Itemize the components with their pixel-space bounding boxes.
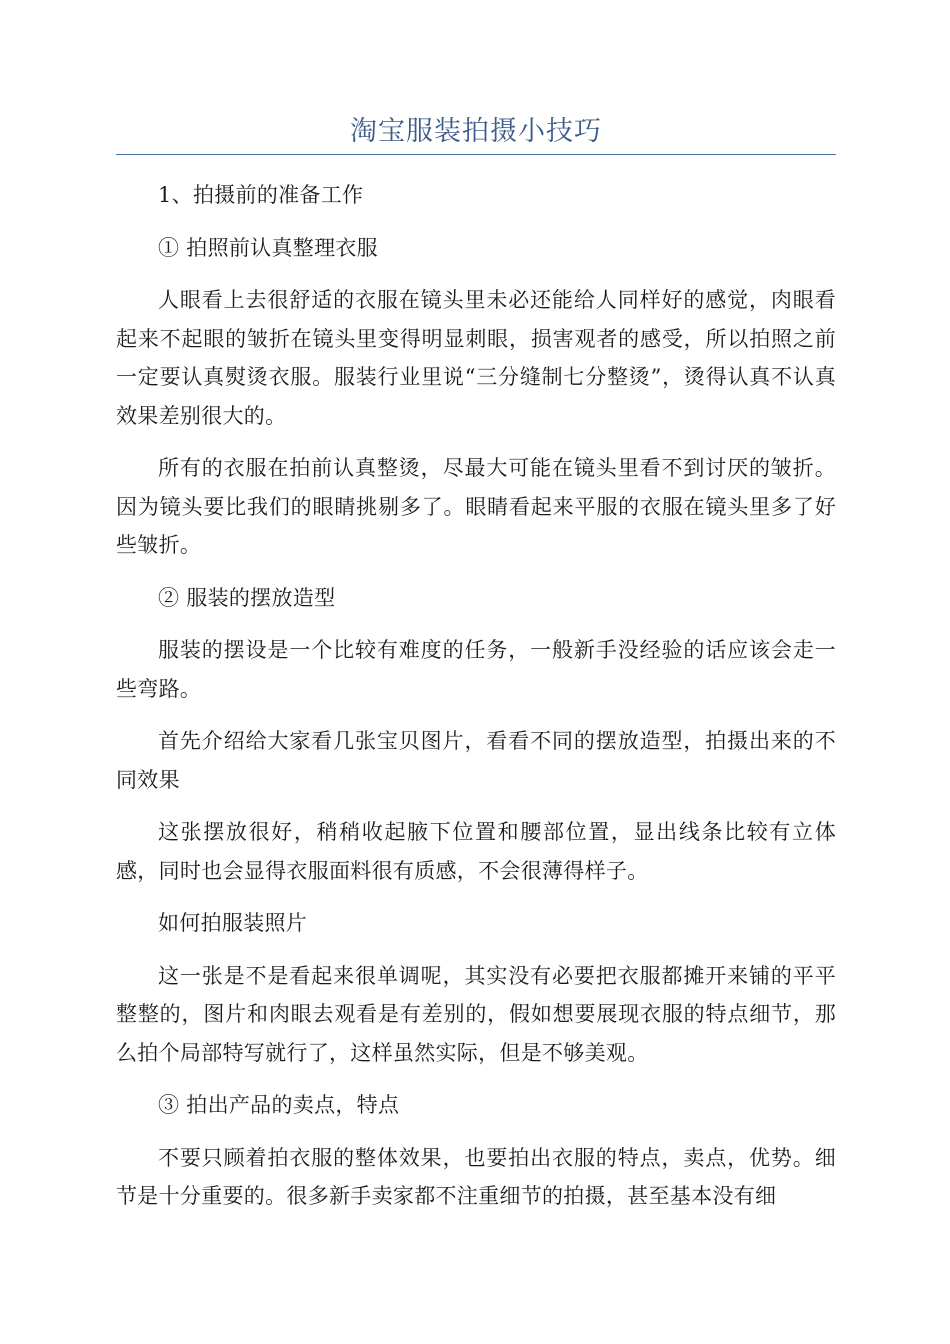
title-underline (116, 154, 836, 155)
document-body (116, 176, 836, 1230)
section-heading-preparation: 1、拍摄前的准备工作 (158, 183, 364, 207)
subsection-heading-ironing: ① 拍照前认真整理衣服 (158, 235, 378, 260)
paragraph: 这张摆放很好，稍稍收起腋下位置和腰部位置，显出线条比较有立体感，同时也会显得衣服面料很有质感，不会很薄得样子。 (116, 820, 836, 883)
document-title: 淘宝服装拍摄小技巧 (350, 116, 602, 147)
paragraph: 首先介绍给大家看几张宝贝图片，看看不同的摆放造型，拍摄出来的不同效果 (116, 729, 836, 792)
paragraph: 这一张是不是看起来很单调呢，其实没有必要把衣服都摊开来铺的平平整整的，图片和肉眼去观看是有差别的，假如想要展现衣服的特点细节，那么拍个局部特写就行了，这样虽然实际，但是不够美观。 (116, 963, 836, 1065)
subsection-heading-arrangement: ② 服装的摆放造型 (158, 585, 336, 610)
paragraph: 人眼看上去很舒适的衣服在镜头里未必还能给人同样好的感觉，肉眼看起来不起眼的皱折在镜头里变得明显刺眼，损害观者的感受，所以拍照之前一定要认真熨烫衣服。服装行业里说“三分缝制七分整烫”，烫得认真不认真效果差别很大的。 (116, 288, 836, 428)
paragraph: 所有的衣服在拍前认真整烫，尽最大可能在镜头里看不到讨厌的皱折。因为镜头要比我们的眼睛挑剔多了。眼睛看起来平服的衣服在镜头里多了好些皱折。 (116, 456, 836, 557)
paragraph: 不要只顾着拍衣服的整体效果，也要拍出衣服的特点，卖点，优势。细节是十分重要的。很多新手卖家都不注重细节的拍摄，甚至基本没有细 (116, 1145, 836, 1208)
paragraph: 如何拍服装照片 (158, 911, 308, 935)
subsection-heading-selling-points: ③ 拍出产品的卖点，特点 (158, 1093, 400, 1117)
paragraph: 服装的摆设是一个比较有难度的任务，一般新手没经验的话应该会走一些弯路。 (116, 638, 836, 701)
